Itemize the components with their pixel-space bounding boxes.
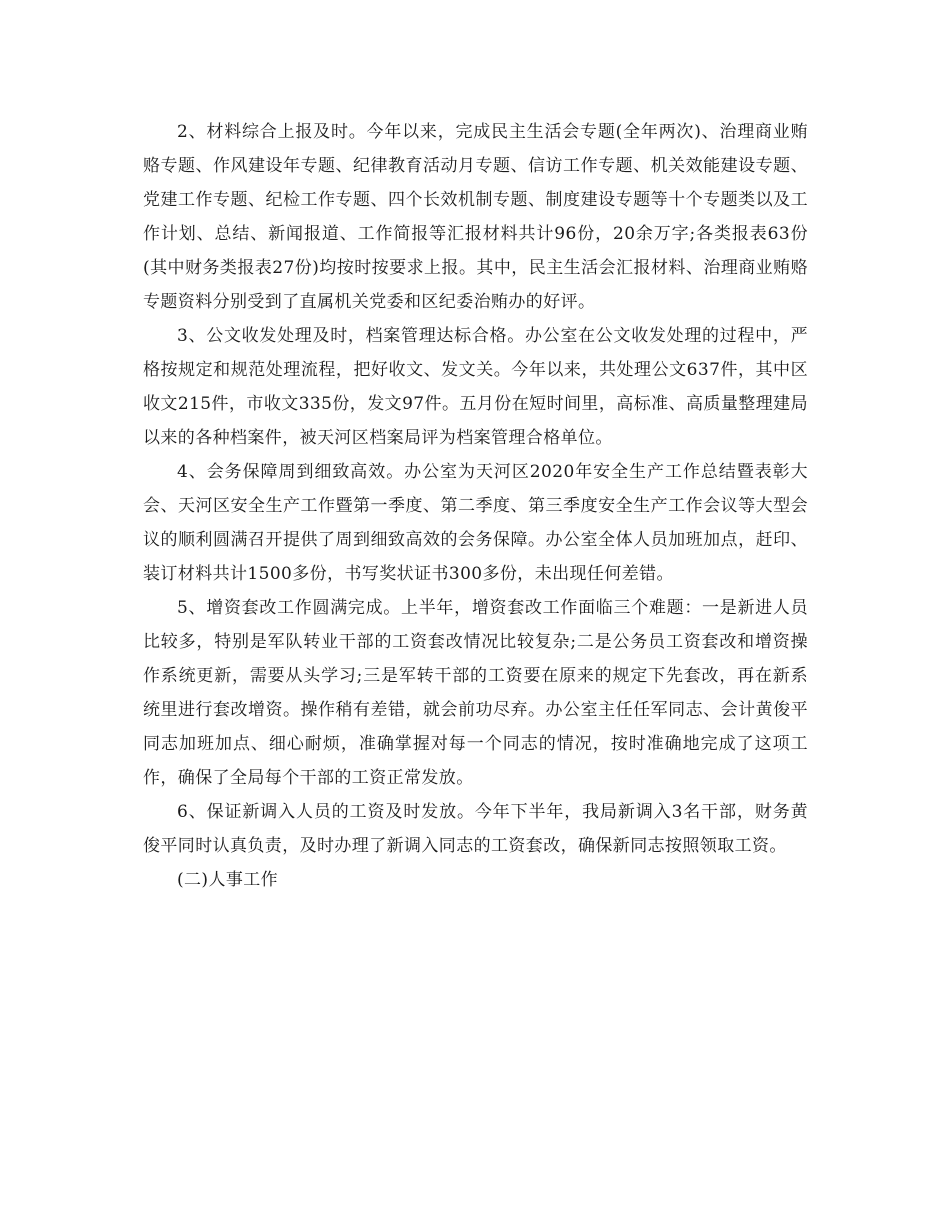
paragraph-salary-reform: 5、增资套改工作圆满完成。上半年，增资套改工作面临三个难题：一是新进人员比较多，特别是军队转业干部的工资套改情况比较复杂;二是公务员工资套改和增资操作系统更新，需要从头学习;三是军转干部的工资要在原来的规定下先套改，再在新系统里进行套改增资。操作稍有差错，就会前功尽弃。办公室主任任军同志、会计黄俊平同志加班加点、细心耐烦，准确掌握对每一个同志的情况，按时准确地完成了这项工作，确保了全局每个干部的工资正常发放。 <box>143 598 808 788</box>
paragraph-materials-reporting: 2、材料综合上报及时。今年以来，完成民主生活会专题(全年两次)、治理商业贿赂专题、作风建设年专题、纪律教育活动月专题、信访工作专题、机关效能建设专题、党建工作专题、纪检工作专题、四个长效机制专题、制度建设专题等十个专题类以及工作计划、总结、新闻报道、工作简报等汇报材料共计96份，20余万字;各类报表63份(其中财务类报表27份)均按时按要求上报。其中，民主生活会汇报材料、治理商业贿赂专题资料分别受到了直属机关党委和区纪委治贿办的好评。 <box>143 122 808 312</box>
paragraph-meeting-support: 4、会务保障周到细致高效。办公室为天河区2020年安全生产工作总结暨表彰大会、天河区安全生产工作暨第一季度、第二季度、第三季度安全生产工作会议等大型会议的顺利圆满召开提供了周到细致高效的会务保障。办公室全体人员加班加点，赶印、装订材料共计1500多份，书写奖状证书300多份，未出现任何差错。 <box>143 462 808 584</box>
paragraph-document-handling: 3、公文收发处理及时，档案管理达标合格。办公室在公文收发处理的过程中，严格按规定和规范处理流程，把好收文、发文关。今年以来，共处理公文637件，其中区收文215件，市收文335份，发文97件。五月份在短时间里，高标准、高质量整理建局以来的各种档案件，被天河区档案局评为档案管理合格单位。 <box>143 326 808 448</box>
paragraph-new-staff-salary: 6、保证新调入人员的工资及时发放。今年下半年，我局新调入3名干部，财务黄俊平同时认真负责，及时办理了新调入同志的工资套改，确保新同志按照领取工资。 <box>143 802 808 856</box>
document-body <box>143 115 808 897</box>
section-heading-personnel: (二)人事工作 <box>177 870 279 890</box>
